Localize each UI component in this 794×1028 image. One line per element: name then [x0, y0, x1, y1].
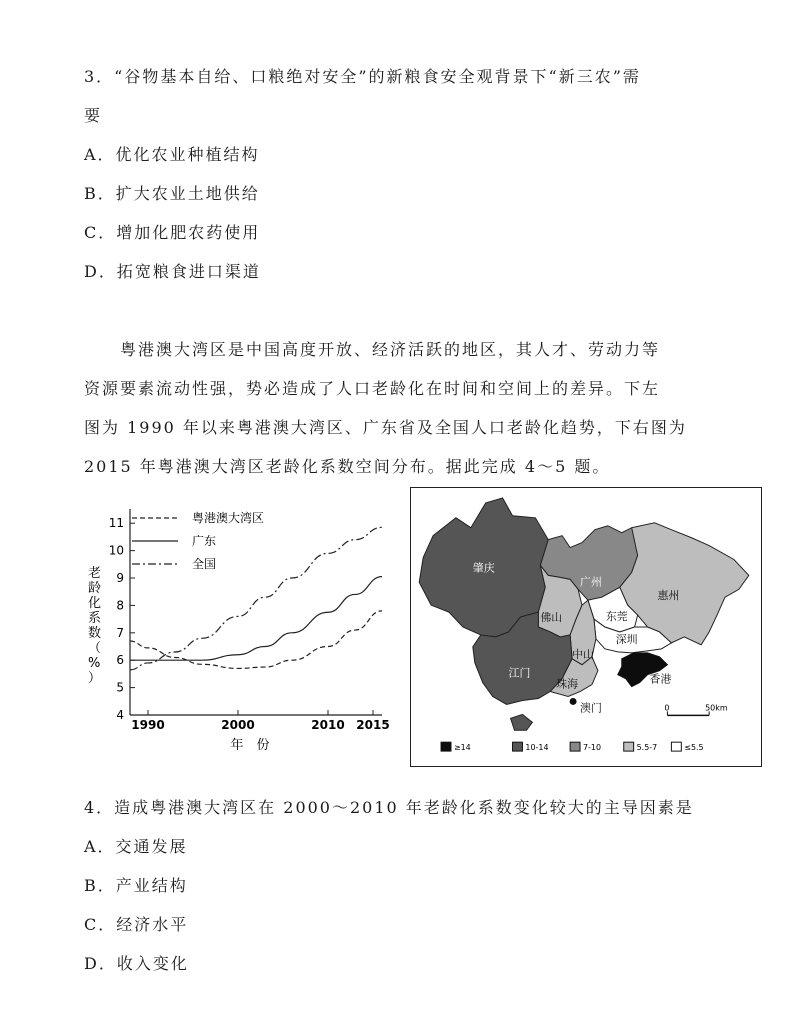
legend-label: 全国 — [192, 557, 217, 571]
q4-option-a: A．交通发展 — [84, 837, 188, 856]
q3-option-a: A．优化农业种植结构 — [84, 145, 260, 164]
legend-swatch-ge14 — [441, 742, 451, 751]
label-huizhou: 惠州 — [657, 589, 680, 603]
label-foshan: 佛山 — [540, 611, 563, 625]
label-zhongshan: 中山 — [572, 647, 594, 661]
q3-option-d: D．拓宽粮食进口渠道 — [84, 262, 261, 281]
legend-swatch-7-10 — [570, 742, 580, 751]
region-macau — [570, 698, 577, 705]
y-tick-label: 5 — [116, 680, 124, 695]
legend-label-5.5-7: 5.5-7 — [636, 743, 658, 753]
x-tick-label: 1990 — [131, 718, 165, 732]
passage-line-4: 2015 年粤港澳大湾区老龄化系数空间分布。据此完成 4～5 题。 — [84, 457, 611, 476]
q3-option-c: C．增加化肥农药使用 — [84, 223, 261, 242]
legend-label-le5.5: ≤5.5 — [684, 743, 704, 753]
legend-label: 广东 — [192, 534, 217, 548]
x-tick-label: 2015 — [356, 718, 390, 732]
series-line-solid — [130, 577, 382, 661]
scale-zero: 0 — [664, 703, 670, 713]
legend-label: 粤港澳大湾区 — [192, 511, 265, 525]
y-tick-label: 6 — [116, 653, 124, 668]
legend-label-ge14: ≥14 — [453, 743, 471, 753]
y-tick-label: 11 — [108, 516, 124, 531]
q3-option-b: B．扩大农业土地供给 — [84, 184, 260, 203]
q4-option-b: B．产业结构 — [84, 876, 188, 895]
y-tick-label: 8 — [116, 598, 124, 613]
label-zhaoqing: 肇庆 — [472, 561, 495, 575]
label-zhuhai: 珠海 — [556, 677, 579, 691]
aging-trend-chart — [80, 495, 390, 765]
passage-line-2: 资源要素流动性强，势必造成了人口老龄化在时间和空间上的差异。下左 — [84, 379, 661, 398]
label-macau: 澳门 — [580, 701, 602, 715]
q3-stem-line1: 3．“谷物基本自给、口粮绝对安全”的新粮食安全观背景下“新三农”需 — [84, 67, 641, 86]
y-tick-label: 4 — [116, 708, 124, 722]
legend-label-7-10: 7-10 — [583, 743, 602, 753]
label-shenzhen: 深圳 — [615, 632, 638, 646]
q4-option-c: C．经济水平 — [84, 915, 189, 934]
q3-stem-line2: 要 — [84, 106, 103, 125]
region-jiangmen-island — [511, 714, 533, 730]
legend-swatch-le5.5 — [671, 742, 681, 751]
passage-line-3: 图为 1990 年以来粤港澳大湾区、广东省及全国人口老龄化趋势，下右图为 — [84, 418, 687, 437]
y-tick-label: 10 — [108, 543, 124, 558]
scale-label: 50km — [705, 703, 728, 713]
label-jiangmen: 江门 — [508, 666, 531, 680]
legend-swatch-10-14 — [513, 742, 523, 751]
legend-label-10-14: 10-14 — [525, 743, 549, 753]
x-tick-label: 2000 — [221, 718, 255, 732]
map-legend — [441, 742, 704, 752]
label-hongkong: 香港 — [649, 672, 672, 686]
aging-distribution-map — [410, 487, 762, 767]
y-tick-label: 7 — [116, 625, 124, 640]
passage-line-1: 粤港澳大湾区是中国高度开放、经济活跃的地区，其人才、劳动力等 — [120, 340, 661, 359]
y-tick-label: 9 — [116, 571, 124, 586]
label-dongguan: 东莞 — [605, 610, 628, 624]
y-axis-label: 老龄化系数（%） — [88, 566, 102, 686]
x-tick-label: 2010 — [311, 718, 345, 732]
legend-swatch-5.5-7 — [624, 742, 634, 751]
q4-stem: 4．造成粤港澳大湾区在 2000～2010 年老龄化系数变化较大的主导因素是 — [84, 798, 694, 817]
label-guangzhou: 广州 — [580, 575, 602, 589]
x-axis-label: 年 份 — [230, 738, 270, 753]
q4-option-d: D．收入变化 — [84, 954, 189, 973]
